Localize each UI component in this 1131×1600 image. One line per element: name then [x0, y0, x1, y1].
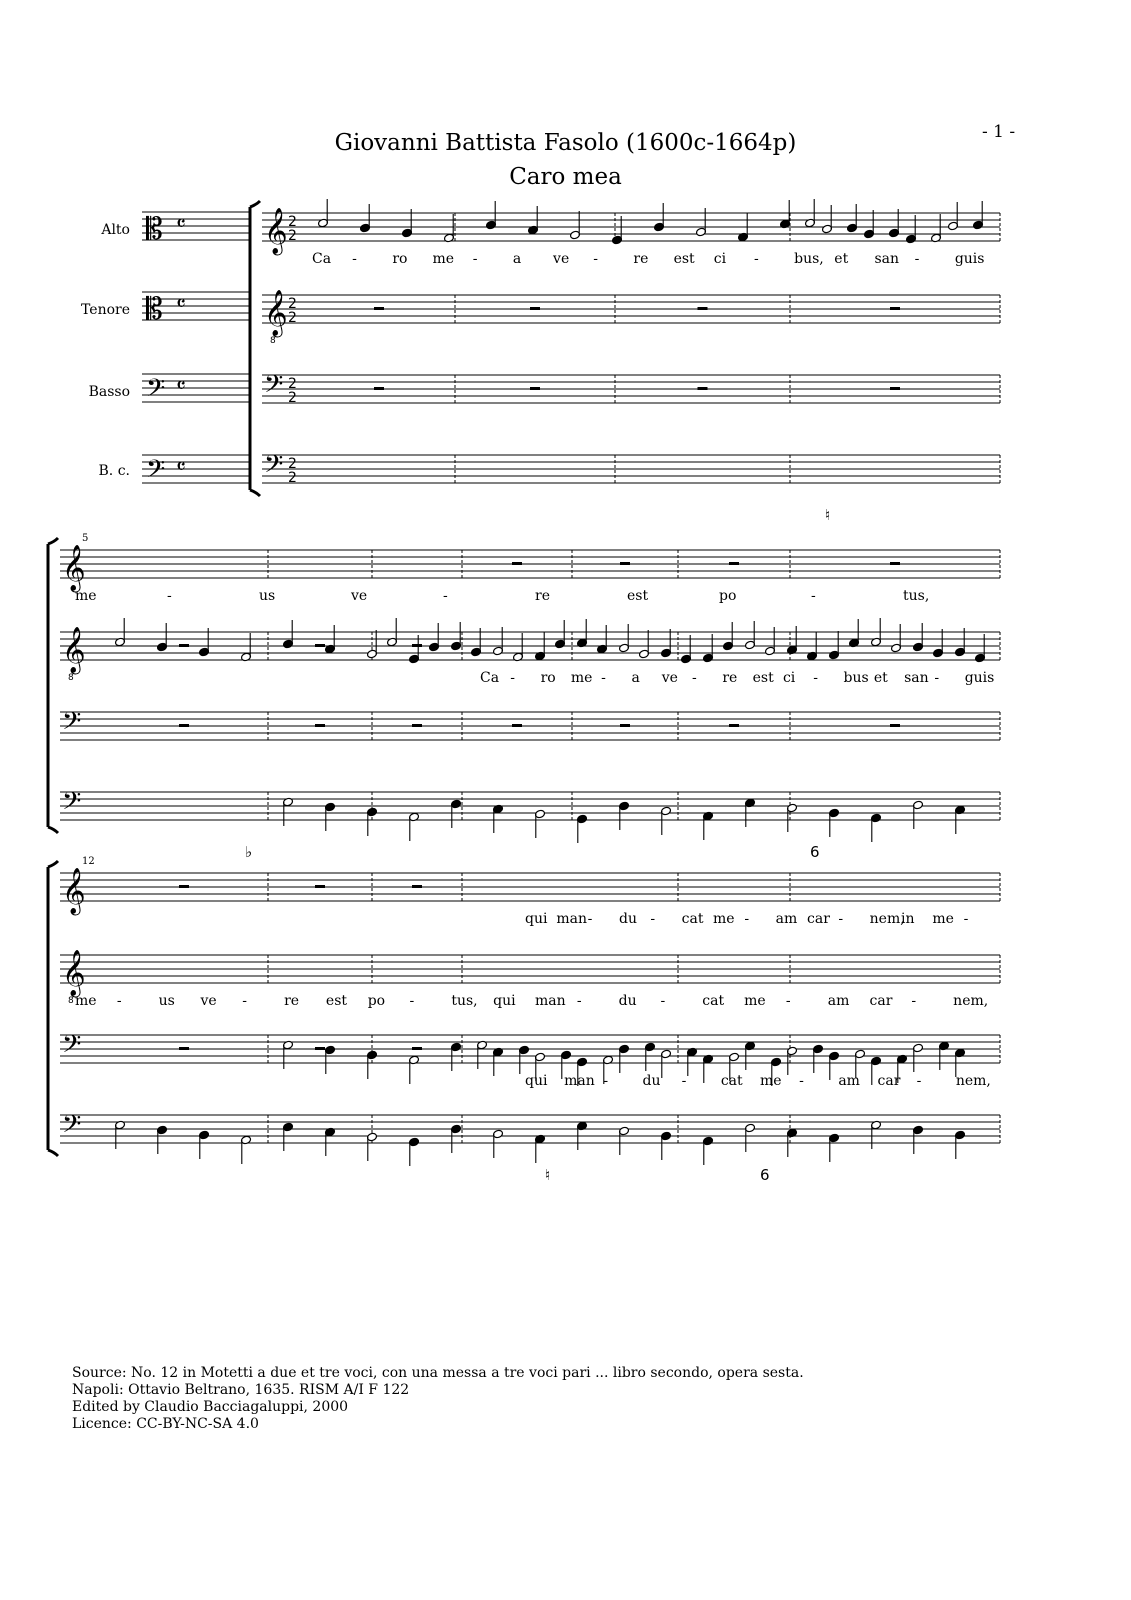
incipit-clef: 𝄡	[146, 292, 163, 327]
measure-rest	[890, 562, 900, 565]
lyric-syllable: -	[409, 993, 415, 1009]
time-sig-top: 2	[288, 296, 297, 312]
lyric-syllable: -	[813, 670, 818, 686]
lyric-syllable: me	[570, 670, 593, 686]
lyric-syllable: -	[681, 1073, 687, 1089]
lyric-syllable: -	[352, 251, 357, 267]
lyric-syllable: -	[650, 911, 656, 927]
lyric-syllable: cat	[681, 911, 704, 927]
figure: ♭	[245, 843, 253, 861]
lyric-syllable: ro	[540, 670, 556, 686]
lyric-syllable: me	[713, 911, 735, 927]
lyric-syllable: am	[827, 993, 850, 1009]
lyric-syllable: ve	[351, 588, 368, 604]
lyric-syllable: us	[259, 588, 276, 604]
lyric-syllable: -	[576, 993, 582, 1009]
lyric-syllable: du	[618, 993, 637, 1009]
lyric-syllable: re	[722, 670, 738, 686]
lyric-syllable: -	[660, 993, 666, 1009]
part-label-tenore: Tenore	[81, 302, 130, 318]
piece-title: Caro mea	[509, 164, 622, 190]
measure-rest	[890, 307, 900, 310]
lyric-syllable: -	[593, 251, 598, 267]
clef: 𝄞	[264, 290, 288, 336]
lyric-syllable: san	[874, 251, 900, 267]
lyric-syllable: et	[834, 251, 849, 267]
lyric-syllable: am	[775, 911, 798, 927]
clef: 𝄢	[62, 1110, 82, 1145]
measure-rest	[315, 724, 325, 727]
measure-rest	[412, 644, 422, 647]
measure-rest	[729, 724, 739, 727]
measure-number: 12	[82, 856, 95, 867]
lyric-syllable: me	[75, 993, 97, 1009]
measure-rest	[698, 307, 708, 310]
lyric-syllable: -	[242, 993, 248, 1009]
lyric-syllable: me	[760, 1073, 782, 1089]
lyric-syllable: po	[367, 993, 386, 1009]
lyric-syllable: car	[869, 993, 893, 1009]
lyric-syllable: -	[744, 911, 750, 927]
measure-rest	[179, 885, 189, 888]
measure-rest	[179, 1047, 189, 1050]
system-bracket	[250, 201, 260, 496]
lyric-syllable: ci	[713, 251, 727, 267]
system-texts	[75, 251, 994, 1184]
lyric-syllable: ci	[782, 670, 796, 686]
lyric-syllable: -	[116, 993, 122, 1009]
lyric-syllable: est	[673, 251, 695, 267]
lyric-syllable: qui	[525, 911, 548, 927]
lyric-syllable: ve	[553, 251, 570, 267]
system-bracket	[48, 538, 58, 833]
page-number: - 1 -	[982, 122, 1016, 142]
lyric-syllable: ve	[661, 670, 678, 686]
figure: ♮	[545, 1166, 551, 1184]
clef: 𝄞	[62, 627, 86, 673]
part-label-basso: Basso	[88, 384, 130, 400]
lyric-syllable: a	[631, 670, 640, 686]
incipit-clef: 𝄡	[146, 212, 163, 247]
lyric-syllable: tus,	[451, 993, 478, 1009]
lyric-syllable: -	[510, 670, 516, 686]
lyric-syllable: -	[934, 670, 940, 686]
part-label-alto: Alto	[101, 222, 130, 238]
lyric-syllable: -	[963, 911, 969, 927]
lyric-syllable: et	[873, 670, 888, 686]
source-credits	[72, 1365, 804, 1433]
lyric-syllable: man	[564, 1073, 595, 1089]
lyric-syllable: cat	[702, 993, 725, 1009]
lyric-syllable: est	[752, 670, 774, 686]
lyric-syllable: cat	[720, 1073, 743, 1089]
measure-rest	[315, 885, 325, 888]
figure: ♮	[825, 506, 831, 524]
clef: 𝄢	[264, 370, 284, 405]
measure-rest	[179, 644, 189, 647]
lyric-syllable: bus	[843, 670, 869, 686]
lyric-syllable: -	[443, 588, 448, 604]
measure-rest	[179, 724, 189, 727]
lyric-syllable: ro	[392, 251, 408, 267]
lyric-syllable: -	[601, 670, 606, 686]
incipit-meter: 𝄴	[176, 455, 186, 480]
incipit-meter: 𝄴	[176, 374, 186, 399]
lyric-syllable: car	[807, 911, 830, 927]
measure-rest	[412, 1047, 422, 1050]
measure-rest	[374, 387, 384, 390]
measure-rest	[315, 644, 325, 647]
lyric-syllable: nem,	[869, 911, 905, 927]
measure-rest	[412, 724, 422, 727]
lyric-syllable: Ca	[312, 251, 332, 267]
measure-rest	[620, 562, 630, 565]
lyric-syllable: man	[535, 993, 566, 1009]
lyric-syllable: est	[627, 588, 649, 604]
figure: 6	[810, 843, 820, 861]
lyric-syllable: me	[932, 911, 954, 927]
lyric-syllable: man	[556, 911, 587, 927]
incipit-labels	[81, 222, 130, 479]
lyric-syllable: nem,	[953, 993, 989, 1009]
lyric-syllable: re	[633, 251, 649, 267]
part-label-bc: B. c.	[98, 463, 130, 479]
lyric-syllable: po	[719, 588, 737, 604]
clef: 𝄢	[62, 1030, 82, 1065]
clef: 𝄞	[62, 545, 86, 591]
clef: 𝄢	[62, 787, 82, 822]
lyric-syllable: guis	[964, 670, 995, 686]
incipit-meter: 𝄴	[176, 292, 186, 317]
lyric-syllable: -	[916, 1073, 922, 1089]
measure-rest	[890, 724, 900, 727]
system-bracket	[48, 861, 58, 1156]
lyric-syllable: in	[901, 911, 915, 927]
lyric-syllable: est	[325, 993, 348, 1009]
measure-rest	[530, 307, 540, 310]
measure-rest	[530, 387, 540, 390]
octave-mark: 8	[270, 336, 276, 346]
clef: 𝄞	[62, 868, 86, 914]
lyric-syllable: re	[284, 993, 300, 1009]
time-sig-bottom: 2	[288, 470, 297, 486]
clef: 𝄢	[264, 450, 284, 485]
time-sig-top: 2	[288, 214, 297, 230]
lyric-syllable: -	[472, 251, 478, 267]
octave-mark: 8	[68, 996, 74, 1006]
time-sig-bottom: 2	[288, 390, 297, 406]
measure-rest	[698, 387, 708, 390]
measure-rest	[890, 387, 900, 390]
clef: 𝄞	[62, 950, 86, 996]
incipit-clef: 𝄢	[146, 455, 166, 490]
lyric-syllable: qui	[493, 993, 516, 1009]
lyric-syllable: -	[692, 670, 697, 686]
time-sig-bottom: 2	[288, 310, 297, 326]
lyric-syllable: -	[811, 588, 816, 604]
lyric-syllable: san	[904, 670, 929, 686]
time-sig-top: 2	[288, 376, 297, 392]
lyric-syllable: a	[512, 251, 522, 267]
lyric-syllable: -	[753, 251, 759, 267]
lyric-syllable: -	[167, 588, 172, 604]
octave-mark: 8	[68, 673, 74, 683]
lyric-syllable: guis	[954, 251, 985, 267]
credit-line-licence: Licence: CC-BY-NC-SA 4.0	[72, 1416, 259, 1432]
measure-rest	[620, 724, 630, 727]
measure-rest	[412, 885, 422, 888]
lyric-syllable: me	[432, 251, 455, 267]
lyric-syllable: ve	[200, 993, 217, 1009]
measure-number: 5	[82, 533, 89, 544]
time-sig-top: 2	[288, 456, 297, 472]
incipit-clef: 𝄢	[146, 374, 166, 409]
lyric-syllable: -	[603, 1073, 609, 1089]
lyric-syllable: Ca	[480, 670, 500, 686]
measure-rest	[729, 562, 739, 565]
clef: 𝄢	[62, 707, 82, 742]
lyric-syllable: -	[911, 993, 917, 1009]
lyric-syllable: re	[535, 588, 550, 604]
measure-rest	[315, 1047, 325, 1050]
lyric-syllable: nem,	[955, 1073, 991, 1089]
credit-line-editor: Edited by Claudio Bacciagaluppi, 2000	[72, 1399, 349, 1415]
credit-line-publisher: Napoli: Ottavio Beltrano, 1635. RISM A/I F 122	[72, 1382, 410, 1398]
lyric-syllable: du	[642, 1073, 661, 1089]
lyric-syllable: du	[619, 911, 637, 927]
clef: 𝄞	[264, 208, 288, 254]
lyric-syllable: -	[587, 911, 593, 927]
lyric-syllable: am	[838, 1073, 860, 1089]
figure: 6	[760, 1166, 770, 1184]
incipit-meter: 𝄴	[176, 212, 186, 237]
lyric-syllable: me	[75, 588, 97, 604]
lyric-syllable: us	[158, 993, 175, 1009]
lyric-syllable: bus,	[794, 251, 824, 267]
measure-rest	[512, 562, 522, 565]
composer-name: Giovanni Battista Fasolo (1600c-1664p)	[334, 130, 797, 156]
lyric-syllable: qui	[525, 1073, 548, 1089]
measure-rest	[512, 724, 522, 727]
lyric-syllable: -	[914, 251, 920, 267]
lyric-syllable: -	[838, 911, 844, 927]
credit-line-source: Source: No. 12 in Motetti a due et tre voci, con una messa a tre voci pari ... libro secondo, opera sesta.	[72, 1365, 804, 1381]
lyric-syllable: -	[799, 1073, 804, 1089]
lyric-syllable: tus,	[903, 588, 930, 604]
lyric-syllable: -	[785, 993, 791, 1009]
measure-rest	[374, 307, 384, 310]
lyric-syllable: me	[744, 993, 766, 1009]
lyric-syllable: car	[877, 1073, 901, 1089]
time-sig-bottom: 2	[288, 228, 297, 244]
